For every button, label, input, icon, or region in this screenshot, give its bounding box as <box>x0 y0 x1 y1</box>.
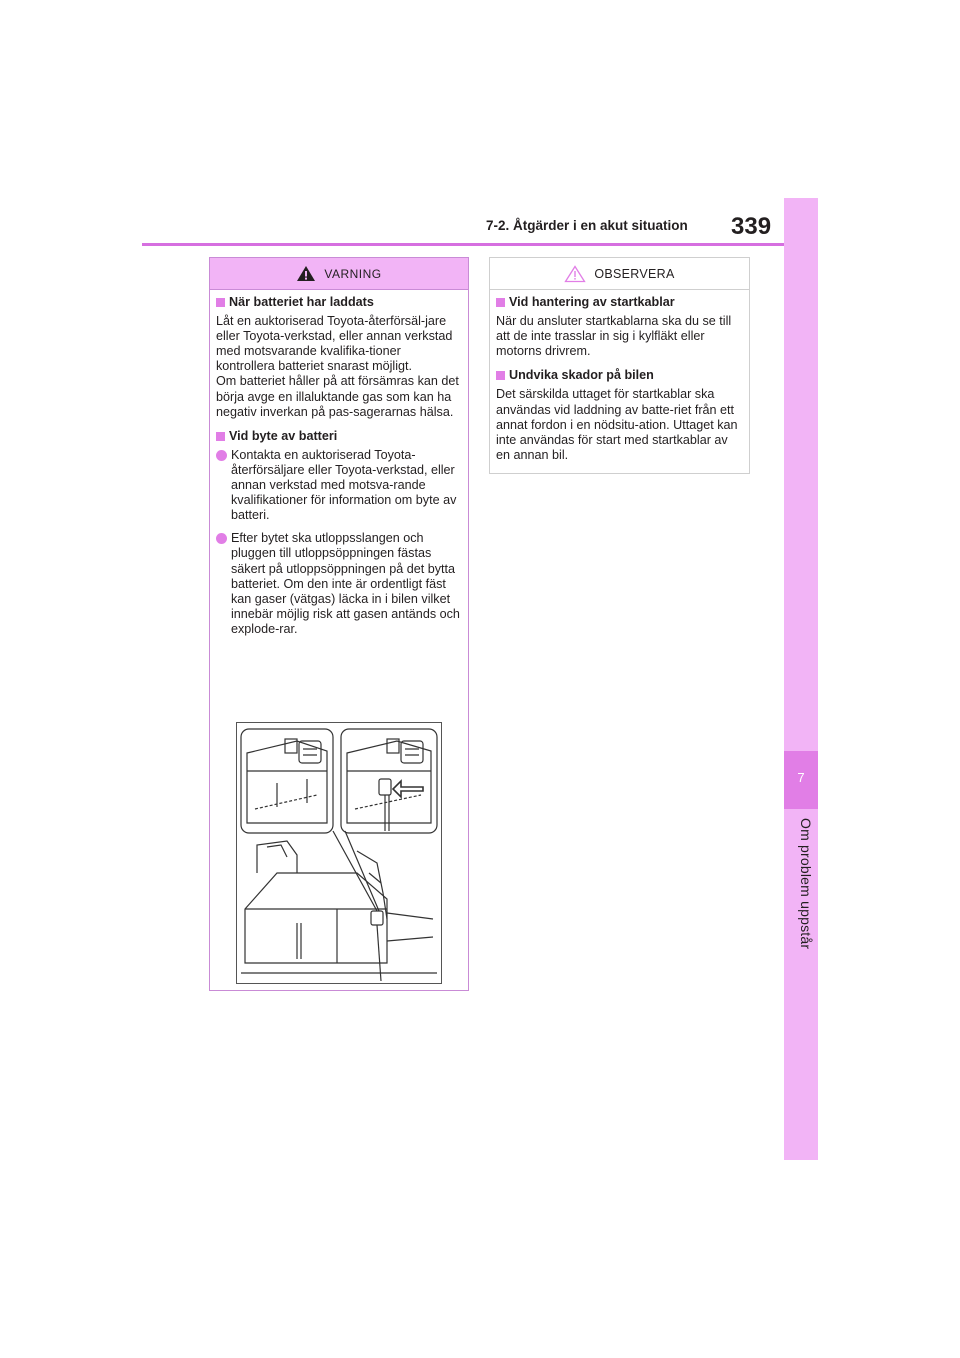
square-bullet-icon <box>496 298 505 307</box>
notice-heading-damage: Undvika skador på bilen <box>496 368 741 383</box>
header-rule <box>142 243 784 246</box>
caution-triangle-icon <box>564 265 586 283</box>
round-bullet-icon <box>216 450 227 461</box>
battery-illustration <box>236 722 442 984</box>
section-title: 7-2. Åtgärder i en akut situation <box>486 218 688 233</box>
warning-paragraph: Låt en auktoriserad Toyota-återförsäl-jare eller Toyota-verkstad, eller annan verkstad med motsvarande kvalifika-tioner kontrollera batteriet snarast möjligt. <box>216 314 453 374</box>
warning-triangle-icon <box>296 265 316 282</box>
warning-header <box>210 258 468 290</box>
side-tab <box>784 198 818 1160</box>
page-number: 339 <box>731 213 772 240</box>
notice-header <box>490 258 749 290</box>
notice-paragraph: När du ansluter startkablarna ska du se till att de inte trasslar in sig i kylfläkt eller motorns drivrem. <box>496 314 732 359</box>
notice-box <box>489 257 750 474</box>
warning-content <box>210 290 468 637</box>
list-item: Efter bytet ska utloppsslangen och pluggen till utloppsöppningen fästas säkert på utloppsöppningen på det bytta batteriet. Om den inte är ordentligt fäst kan gaser (vätgas) läcka in i bilen vilket innebär möjlig risk att gasen antänds och explode-rar. <box>216 531 460 637</box>
list-item: Kontakta en auktoriserad Toyota-återförsäljare eller Toyota-verkstad, eller annan verkstad med motsva-rande kvalifikationer för information om byte av batteri. <box>216 448 460 523</box>
warning-paragraph: Om batteriet håller på att försämras kan det börja avge en illaluktande gas som kan ha negativ inverkan på pas-sagerarnas hälsa. <box>216 374 459 419</box>
square-bullet-icon <box>216 432 225 441</box>
warning-title: VARNING <box>324 266 382 281</box>
round-bullet-icon <box>216 533 227 544</box>
chapter-title: Om problem uppstår <box>798 818 814 950</box>
notice-content <box>490 290 749 463</box>
warning-heading-charged: När batteriet har laddats <box>216 295 460 310</box>
notice-paragraph: Det särskilda uttaget för startkablar ska användas vid laddning av batte-riet från ett annat fordon i en nödsitu-ation. Uttaget kan inte användas för start med startkablar av en annan bil. <box>496 387 738 462</box>
square-bullet-icon <box>496 371 505 380</box>
notice-title: OBSERVERA <box>594 266 675 281</box>
square-bullet-icon <box>216 298 225 307</box>
warning-heading-replace: Vid byte av batteri <box>216 429 460 444</box>
notice-heading-cables: Vid hantering av startkablar <box>496 295 741 310</box>
chapter-number: 7 <box>797 770 805 785</box>
